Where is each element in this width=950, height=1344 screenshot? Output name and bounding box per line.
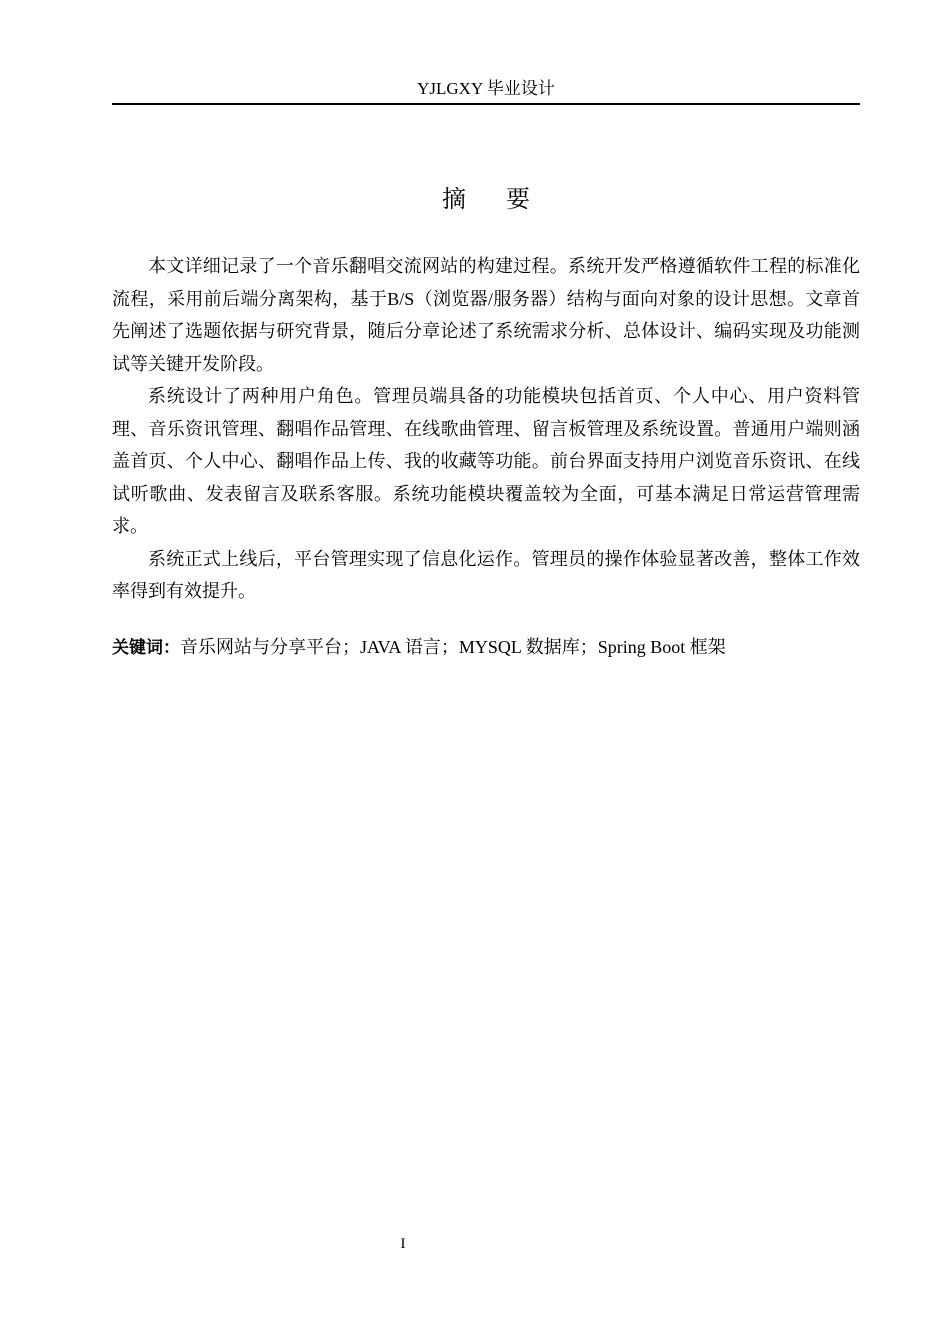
keywords-label: 关键词： (112, 638, 180, 658)
abstract-paragraph: 系统设计了两种用户角色。管理员端具备的功能模块包括首页、个人中心、用户资料管理、音乐资讯管理、翻唱作品管理、在线歌曲管理、留言板管理及系统设置。普通用户端则涵盖首页、个人中心、翻唱作品上传、我的收藏等功能。前台界面支持用户浏览音乐资讯、在线试听歌曲、发表留言及联系客服。系统功能模块覆盖较为全面，可基本满足日常运营管理需求。 (112, 386, 860, 536)
running-header: YJLGXY 毕业设计 (417, 79, 555, 98)
abstract-body (112, 250, 860, 608)
abstract-paragraph: 本文详细记录了一个音乐翻唱交流网站的构建过程。系统开发严格遵循软件工程的标准化流程，采用前后端分离架构，基于B/S（浏览器/服务器）结构与面向对象的设计思想。文章首先阐述了选题依据与研究背景，随后分章论述了系统需求分析、总体设计、编码实现及功能测试等关键开发阶段。 (112, 256, 860, 374)
abstract-title: 摘要 (442, 187, 570, 213)
keywords-line (112, 632, 860, 663)
header-rule (112, 103, 860, 105)
keywords-text: 音乐网站与分享平台；JAVA 语言；MYSQL 数据库；Spring Boot 框架 (180, 637, 726, 657)
abstract-paragraph: 系统正式上线后，平台管理实现了信息化运作。管理员的操作体验显著改善，整体工作效率得到有效提升。 (112, 548, 860, 601)
page-number: I (400, 1236, 406, 1252)
